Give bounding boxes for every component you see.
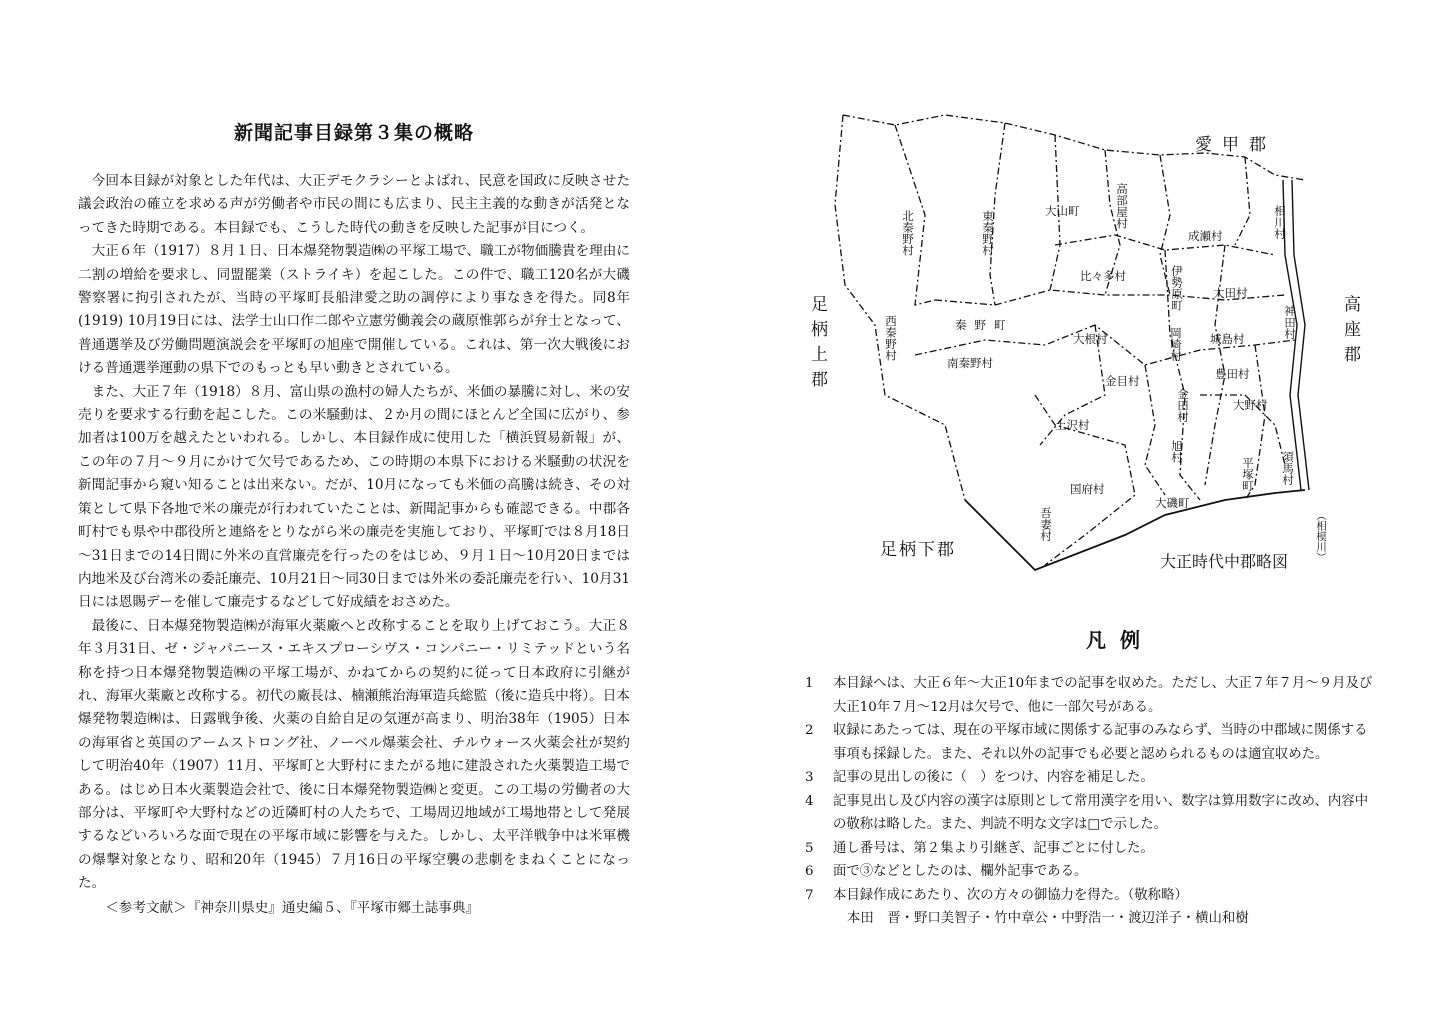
village-tsuchisawa: 土沢村 (1055, 418, 1090, 432)
legend-item-text: 本目録へは、大正６年～大正10年までの記事を収めた。ただし、大正７年７月～９月及び大正10年７月～12月は欠号で、他に一部欠号がある。 (833, 676, 1373, 715)
legend-item-text: 収録にあたっては、現在の平塚市域に関係する記事のみならず、当時の中郡域に関係する事項も採録した。また、それ以外の記事でも必要と認められるものは適宜収めた。 (833, 723, 1368, 762)
article-body (78, 170, 630, 920)
river-label-sagamigawa: （相模川） (1315, 510, 1327, 563)
village-azuma: 吾妻村 (1039, 507, 1053, 542)
acknowledgement-names: 本田 晋・野口美智子・竹中章公・中野浩一・渡辺洋子・横山和樹 (847, 911, 1249, 926)
legend-item (805, 672, 1373, 719)
legend-item-number: 5 (805, 840, 814, 856)
district-map (805, 95, 1385, 595)
village-asahi: 旭村 (1170, 440, 1184, 463)
village-kokufu: 国府村 (1070, 482, 1105, 496)
village-jouto: 城島村 (1210, 332, 1245, 346)
village-kobeya: 高部屋村 (1115, 183, 1129, 229)
village-kanda: 神田村 (1283, 305, 1297, 340)
village-aikawa: 相川村 (1273, 205, 1287, 240)
village-kaneme: 金目村 (1105, 374, 1140, 388)
legend-item-text: 通し番号は、第２集より引継ぎ、記事ごとに付した。 (833, 840, 1154, 856)
village-ooiso: 大磯町 (1155, 496, 1190, 510)
county-label-ashigara-kami: 足柄上郡 (807, 295, 827, 395)
legend-item (805, 766, 1373, 790)
legend-item-number: 6 (805, 864, 814, 879)
legend-item (805, 884, 1373, 908)
village-higashihadano: 東秦野村 (981, 210, 995, 256)
paragraph-2: 大正６年（1917）８月１日、日本爆発物製造㈱の平塚工場で、職工が物価騰貴を理由に二割の増給を要求し、同盟罷業（ストライキ）を起こした。この件で、職工120名が大磯警察署に拘引されたが、当時の平塚町長船津愛之助の調停により事なきを得た。同8年(1919) 10月19日には、法学士山口作二郎や立憲労働義会の蔵原惟郭らが弁士となって、普通選挙及び労働問題演説会を平塚町の旭座で開催している。これは、第一次大戦後における普通選挙運動の県下でのもっとも早い動きとされている。 (78, 243, 630, 377)
village-toyoda: 豊田村 (1215, 367, 1250, 381)
legend-item-number: 2 (805, 723, 814, 738)
legend-item (805, 837, 1373, 861)
article-title: 新聞記事目録第３集の概略 (233, 122, 474, 144)
legend-list (805, 672, 1373, 931)
village-kanada: 金田村 (1176, 388, 1190, 423)
county-label-koza: 高座郡 (1340, 295, 1360, 370)
village-minamihadano: 南秦野村 (947, 356, 993, 370)
legend-item-number: 3 (805, 770, 814, 785)
district-map-svg (805, 95, 1385, 595)
village-hadano: 秦野町 (955, 318, 1014, 332)
legend-item-text: 記事見出し及び内容の漢字は原則として常用漢字を用い、数字は算用数字に改め、内容中の敬称は略した。また、判読不明な文字は□で示した。 (833, 793, 1369, 832)
legend-item-number: 1 (805, 676, 814, 691)
paragraph-4: 最後に、日本爆発物製造㈱が海軍火薬廠へと改称することを取り上げておこう。大正８年３月31日、ゼ・ジャパニース・エキスプローシヴス・コンパニー・リミテッドという名称を持つ日本爆発物製造㈱の平塚工場が、かねてからの契約に従って日本政府に引継がれ、海軍火薬廠と改称する。初代の廠長は、楠瀬熊治海軍造兵総監（後に造兵中将）。日本爆発物製造㈱は、日露戦争後、火薬の自給自足の気運が高まり、明治38年（1905）日本の海軍省と英国のアームストロング社、ノーベル爆薬会社、チルウォース火薬会社が契約して明治40年（1907）11月、平塚町と大野村にまたがる地に建設された火薬製造工場である。はじめ日本火薬製造会社で、後に日本爆発物製造㈱と変更。この工場の労働者の大部分は、平塚町や大野村などの近隣町村の人たちで、工場周辺地域が工場地帯として発展するなどいろいろな面で現在の平塚市域に影響を与えた。しかし、太平洋戦争中は米軍機の爆撃対象となり、昭和20年（1945）７月16日の平塚空襲の悲劇をまねくことになった。 (78, 617, 630, 892)
legend-item (805, 860, 1373, 884)
legend-item-text: 本目録作成にあたり、次の方々の御協力を得た。（敬称略） (833, 887, 1188, 903)
village-kitahadano: 北秦野村 (901, 210, 915, 256)
paragraph-3: また、大正７年（1918）８月、富山県の漁村の婦人たちが、米価の暴騰に対し、米の安売りを要求する行動を起こした。この米騒動は、２か月の間にほとんど全国に広がり、参加者は100万を越えたといわれる。しかし、本目録作成に使用した「横浜貿易新報」が、この年の７月～９月にかけて欠号であるため、この時期の本県下における米騒動の状況を新聞記事から窺い知ることは出来ない。だが、10月になっても米価の高騰は続き、その対策として県下各地で米の廉売が行われていたことは、新聞記事からも確認できる。中郡各町村でも県や中郡役所と連絡をとりながら米の廉売を実施しており、平塚町では８月18日～31日までの14日間に外米の直営廉売を行ったのをはじめ、９月１日～10月20日までは内地米及び台湾米の委託廉売、10月21日～同30日までは外米の委託廉売を行い、10月31日には恩賜デーを催して廉売するなどして好成績をおさめた。 (78, 383, 630, 611)
legend-item (805, 790, 1373, 837)
village-oono: 大野村 (1233, 398, 1268, 412)
village-suma: 須馬村 (1281, 451, 1295, 486)
village-hiratsuka: 平塚町 (1241, 457, 1255, 492)
county-label-ashigara-shimo: 足柄下郡 (880, 540, 956, 560)
village-hibita: 比々多村 (1080, 269, 1126, 283)
village-oota: 大田村 (1213, 286, 1248, 300)
village-iseyabara: 伊勢原町 (1170, 265, 1184, 311)
legend-item-number: 7 (805, 887, 814, 903)
village-oone: 大根村 (1073, 332, 1108, 346)
village-nishihadano: 西秦野村 (884, 315, 898, 361)
legend-item-text: 記事の見出しの後に（ ）をつけ、内容を補足した。 (833, 770, 1154, 785)
village-naruse: 成瀬村 (1188, 229, 1223, 243)
legend-item (805, 719, 1373, 766)
legend-item-text: 面で③などとしたのは、欄外記事である。 (833, 864, 1088, 879)
legend-item-number: 4 (805, 793, 814, 809)
paragraph-1: 今回本目録が対象とした年代は、大正デモクラシーとよばれ、民意を国政に反映させた議会政治の確立を求める声が労働者や市民の間にも広まり、民主主義的な動きが活発となってきた時期である。本目録でも、こうした時代の動きを反映した記事が目につく。 (78, 173, 630, 236)
village-okazaki: 岡崎村 (1169, 327, 1183, 362)
reference-line: ＜参考文献＞『神奈川県史』通史編５、『平塚市郷土誌事典』 (105, 899, 480, 916)
village-oyama: 大山町 (1045, 204, 1080, 218)
legend-title: 凡例 (1086, 628, 1154, 652)
map-title: 大正時代中郡略図 (1160, 552, 1289, 571)
county-label-aiko: 愛甲郡 (1195, 135, 1276, 155)
